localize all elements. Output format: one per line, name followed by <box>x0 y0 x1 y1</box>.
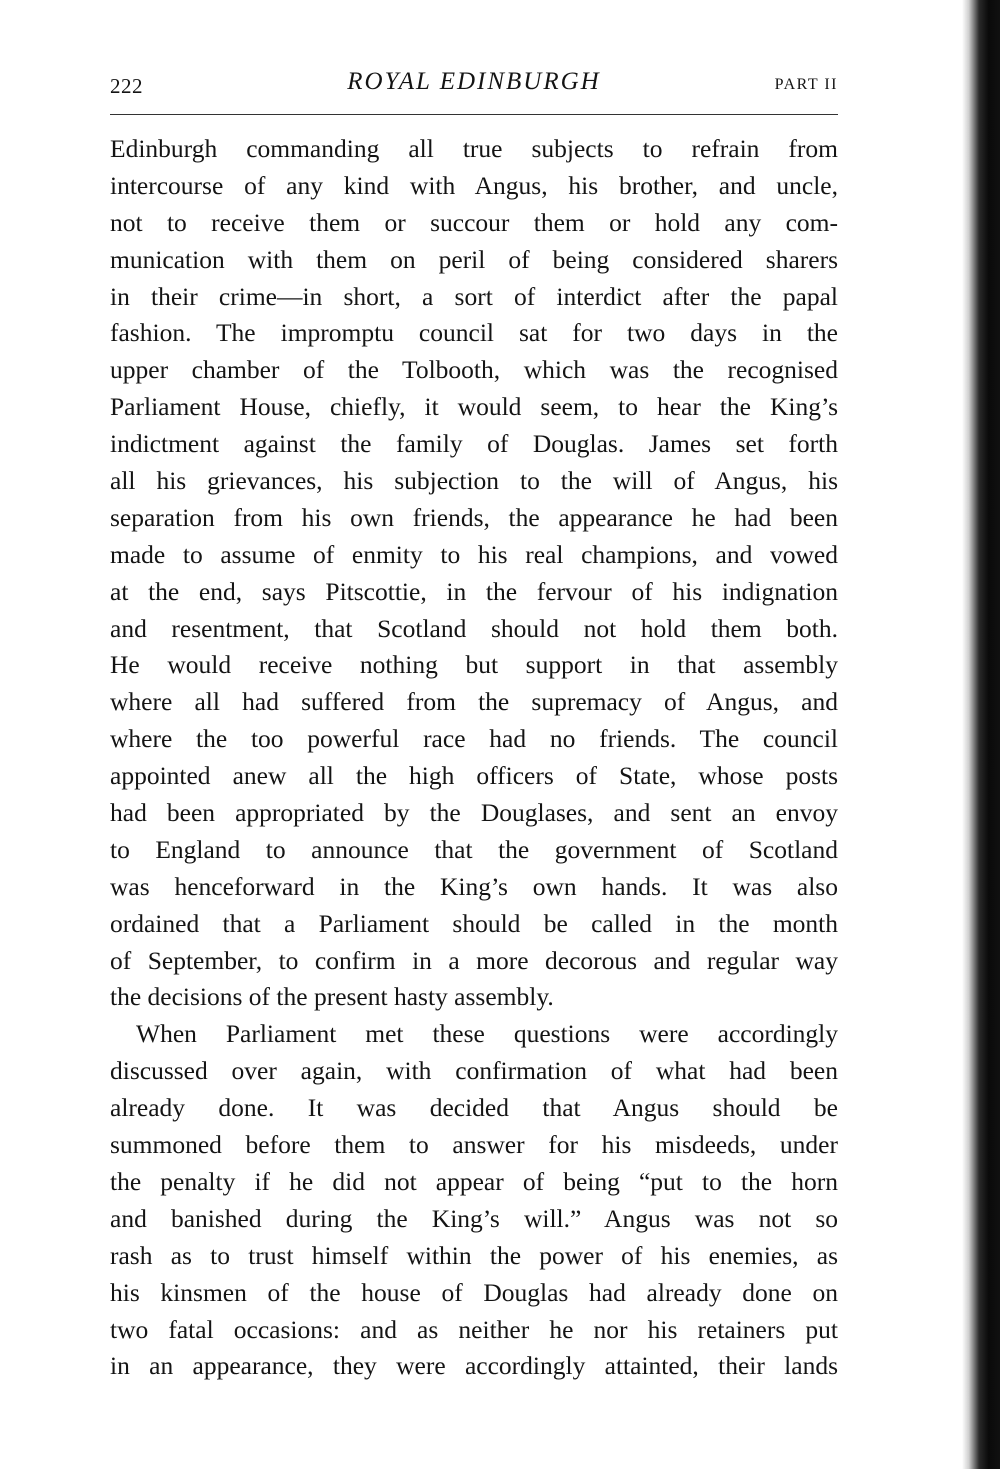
text-line: all his grievances, his subjection to the will of Angus, his <box>110 466 838 496</box>
text-line: upper chamber of the Tolbooth, which was the recognised <box>110 355 838 385</box>
text-line: separation from his own friends, the appearance he had been <box>110 502 838 532</box>
text-line: already done. It was decided that Angus should be <box>110 1093 838 1123</box>
text-line: not to receive them or succour them or hold any com- <box>110 207 838 237</box>
text-line: When Parliament met these questions were accordingly <box>136 1019 838 1049</box>
text-line: to England to announce that the government of Scotland <box>110 834 838 864</box>
text-line: summoned before them to answer for his misdeeds, under <box>110 1130 838 1160</box>
text-line: the decisions of the present hasty assembly. <box>110 982 554 1012</box>
text-line: was henceforward in the King’s own hands. It was also <box>110 871 838 901</box>
binding-shadow <box>962 0 1000 1469</box>
running-title: ROYAL EDINBURGH <box>347 68 601 95</box>
text-line: the penalty if he did not appear of being “put to the horn <box>110 1166 838 1196</box>
text-line: Parliament House, chiefly, it would seem, to hear the King’s <box>110 392 838 422</box>
text-line: indictment against the family of Douglas. James set forth <box>110 429 838 459</box>
paragraph <box>110 1016 838 1385</box>
text-line: He would receive nothing but support in that assembly <box>110 650 838 680</box>
header-rule <box>110 114 838 115</box>
text-line: in their crime—in short, a sort of interdict after the papal <box>110 281 838 311</box>
text-line: and resentment, that Scotland should not hold them both. <box>110 613 838 643</box>
paragraph <box>110 131 838 1016</box>
text-line: made to assume of enmity to his real champions, and vowed <box>110 539 838 569</box>
text-line: had been appropriated by the Douglases, and sent an envoy <box>110 798 838 828</box>
text-line: of September, to confirm in a more decorous and regular way <box>110 945 838 975</box>
body-text <box>110 131 838 1385</box>
text-line: where the too powerful race had no friends. The council <box>110 724 838 754</box>
text-line: discussed over again, with confirmation of what had been <box>110 1056 838 1086</box>
text-line: appointed anew all the high officers of State, whose posts <box>110 761 838 791</box>
text-line: in an appearance, they were accordingly attainted, their lands <box>110 1351 838 1381</box>
text-line: two fatal occasions: and as neither he nor his retainers put <box>110 1314 838 1344</box>
text-line: at the end, says Pitscottie, in the fervour of his indignation <box>110 576 838 606</box>
page-header <box>110 68 838 104</box>
text-line: munication with them on peril of being considered sharers <box>110 244 838 274</box>
text-line: where all had suffered from the supremacy of Angus, and <box>110 687 838 717</box>
page-number: 222 <box>110 74 143 98</box>
text-line: and banished during the King’s will.” Angus was not so <box>110 1203 838 1233</box>
text-line: ordained that a Parliament should be called in the month <box>110 908 838 938</box>
text-line: intercourse of any kind with Angus, his brother, and uncle, <box>110 170 838 200</box>
text-line: rash as to trust himself within the power of his enemies, as <box>110 1240 838 1270</box>
part-label: PART II <box>774 76 838 93</box>
text-line: his kinsmen of the house of Douglas had already done on <box>110 1277 838 1307</box>
text-line: fashion. The impromptu council sat for two days in the <box>110 318 838 348</box>
text-line: Edinburgh commanding all true subjects to refrain from <box>110 134 838 163</box>
